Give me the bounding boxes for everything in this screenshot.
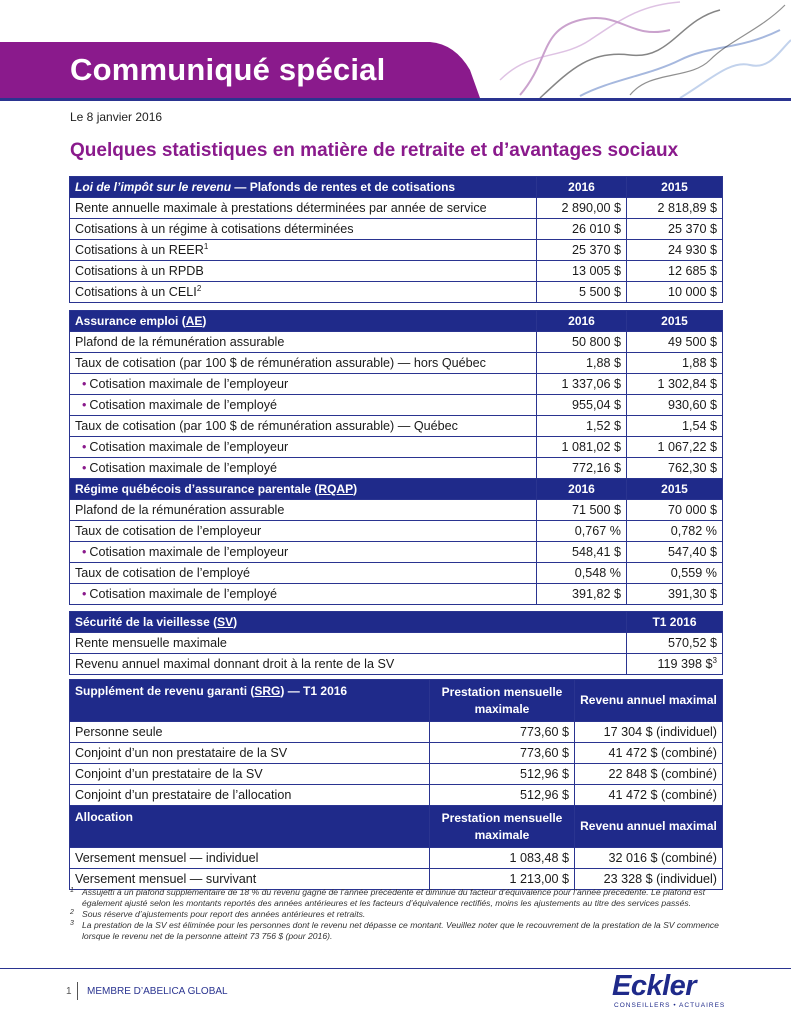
column-header-2016: 2016 <box>537 311 627 332</box>
table-header-row <box>70 479 723 500</box>
table-header-label: Loi de l’impôt sur le revenu — Plafonds de rentes et de cotisations <box>70 177 537 198</box>
row-label: Conjoint d’un non prestataire de la SV <box>70 743 430 764</box>
header-rule <box>0 98 791 101</box>
value-cell: 5 500 $ <box>537 282 627 303</box>
table-income-tax <box>69 176 723 303</box>
row-label: Plafond de la rémunération assurable <box>70 332 537 353</box>
value-cell: 773,60 $ <box>430 743 575 764</box>
value-cell: 512,96 $ <box>430 785 575 806</box>
row-label: Revenu annuel maximal donnant droit à la rente de la SV <box>70 654 627 675</box>
table-row <box>70 437 723 458</box>
row-label: • Cotisation maximale de l’employeur <box>70 542 537 563</box>
value-cell: 70 000 $ <box>627 500 723 521</box>
table-old-age-security <box>69 611 723 675</box>
bullet-icon: • <box>82 545 87 559</box>
value-cell: 25 370 $ <box>627 219 723 240</box>
value-cell: 22 848 $ (combiné) <box>575 764 723 785</box>
row-label: Rente annuelle maximale à prestations déterminées par année de service <box>70 198 537 219</box>
value-cell: 1 213,00 $ <box>430 869 575 890</box>
table-row <box>70 563 723 584</box>
row-label: • Cotisation maximale de l’employé <box>70 395 537 416</box>
footer-rule <box>0 968 791 969</box>
value-cell: 12 685 $ <box>627 261 723 282</box>
member-text: MEMBRE D’ABELICA GLOBAL <box>87 986 228 997</box>
value-cell: 10 000 $ <box>627 282 723 303</box>
value-cell: 1 337,06 $ <box>537 374 627 395</box>
column-header-annual: Revenu annuel maximal <box>575 680 723 722</box>
value-cell: 23 328 $ (individuel) <box>575 869 723 890</box>
value-cell: 0,767 % <box>537 521 627 542</box>
table-row <box>70 500 723 521</box>
value-cell: 1 083,48 $ <box>430 848 575 869</box>
footnotes <box>70 887 725 942</box>
footnote <box>70 920 725 942</box>
table-row <box>70 458 723 479</box>
value-cell: 0,782 % <box>627 521 723 542</box>
value-cell: 570,52 $ <box>627 633 723 654</box>
value-cell: 49 500 $ <box>627 332 723 353</box>
value-cell: 41 472 $ (combiné) <box>575 743 723 764</box>
publication-date: Le 8 janvier 2016 <box>70 110 163 124</box>
table-employment-insurance <box>69 310 723 605</box>
column-header-2015: 2015 <box>627 479 723 500</box>
value-cell: 512,96 $ <box>430 764 575 785</box>
table-row <box>70 353 723 374</box>
column-header-t1-2016: T1 2016 <box>627 612 723 633</box>
row-label: Rente mensuelle maximale <box>70 633 627 654</box>
table-row <box>70 633 723 654</box>
footnote-number: 3 <box>70 920 74 927</box>
column-header-2016: 2016 <box>537 177 627 198</box>
row-label: Plafond de la rémunération assurable <box>70 500 537 521</box>
row-label: Versement mensuel — survivant <box>70 869 430 890</box>
column-header-monthly: Prestation mensuelle maximale <box>430 806 575 848</box>
footnote <box>70 887 725 909</box>
value-cell: 1,54 $ <box>627 416 723 437</box>
row-label: Cotisations à un REER$^1$ <box>70 240 537 261</box>
value-cell: 50 800 $ <box>537 332 627 353</box>
value-cell: 547,40 $ <box>627 542 723 563</box>
value-cell: 1 067,22 $ <box>627 437 723 458</box>
table-row <box>70 743 723 764</box>
logo-tagline: CONSEILLERS • ACTUAIRES <box>614 1002 726 1009</box>
table-header-label: Assurance emploi (AE) <box>70 311 537 332</box>
footnote-text: La prestation de la SV est éliminée pour les personnes dont le revenu net dépasse ce montant. Veuillez noter que le recouvrement de la prestation de la SV commence lorsque le revenu net de la personne atteint 73 756 $ (pour 2016). <box>82 920 719 941</box>
table-row <box>70 521 723 542</box>
table-row <box>70 785 723 806</box>
footnote-text: Sous réserve d’ajustements pour report des années antérieures et retraits. <box>82 909 366 919</box>
value-cell: 773,60 $ <box>430 722 575 743</box>
value-cell: 71 500 $ <box>537 500 627 521</box>
footnote-ref: 3 <box>712 655 717 665</box>
value-cell: 25 370 $ <box>537 240 627 261</box>
bullet-icon: • <box>82 398 87 412</box>
table-row <box>70 848 723 869</box>
value-cell: 391,82 $ <box>537 584 627 605</box>
value-cell: 32 016 $ (combiné) <box>575 848 723 869</box>
footnote-ref: 2 <box>196 283 202 293</box>
table-header-label: Sécurité de la vieillesse (SV) <box>70 612 627 633</box>
value-cell: 1,88 $ <box>627 353 723 374</box>
row-label: Taux de cotisation (par 100 $ de rémunération assurable) — hors Québec <box>70 353 537 374</box>
value-cell: 41 472 $ (combiné) <box>575 785 723 806</box>
column-header-2015: 2015 <box>627 177 723 198</box>
value-cell: 548,41 $ <box>537 542 627 563</box>
value-cell: 762,30 $ <box>627 458 723 479</box>
column-header-2016: 2016 <box>537 479 627 500</box>
row-label: Versement mensuel — individuel <box>70 848 430 869</box>
value-cell: 1 081,02 $ <box>537 437 627 458</box>
row-label: Cotisations à un régime à cotisations déterminées <box>70 219 537 240</box>
table-row <box>70 261 723 282</box>
value-cell: 772,16 $ <box>537 458 627 479</box>
table-header-row <box>70 680 723 722</box>
row-label: Taux de cotisation de l’employé <box>70 563 537 584</box>
footnote-number: 1 <box>70 887 74 894</box>
bullet-icon: • <box>82 377 87 391</box>
table-row <box>70 584 723 605</box>
bullet-icon: • <box>82 461 87 475</box>
column-header-monthly: Prestation mensuelle maximale <box>430 680 575 722</box>
value-cell: 1 302,84 $ <box>627 374 723 395</box>
footer-separator <box>77 982 78 1000</box>
value-cell: 0,559 % <box>627 563 723 584</box>
table-row <box>70 764 723 785</box>
footnote-text: Assujetti à un plafond supplémentaire de 18 % du revenu gagné de l’année précédente et diminué du facteur d’équivalence pour l’année précédente. Le plafond est également ajusté selon les montants reportés des années antérieures et les facteurs d’équivalence rectifiés, moins les ajustements au titre des services passés. <box>82 887 706 908</box>
table-row <box>70 282 723 303</box>
column-header-2015: 2015 <box>627 311 723 332</box>
footnote-number: 2 <box>70 909 74 916</box>
table-row <box>70 374 723 395</box>
table-header-label: Allocation <box>70 806 430 848</box>
section-subtitle: Quelques statistiques en matière de retraite et d’avantages sociaux <box>70 140 679 161</box>
eckler-logo <box>612 970 726 1014</box>
table-row <box>70 542 723 563</box>
smoke-illustration <box>480 0 791 100</box>
value-cell: 24 930 $ <box>627 240 723 261</box>
column-header-annual: Revenu annuel maximal <box>575 806 723 848</box>
value-cell: 1,52 $ <box>537 416 627 437</box>
table-header-row <box>70 612 723 633</box>
row-label: Cotisations à un CELI$^2$ <box>70 282 537 303</box>
table-row <box>70 332 723 353</box>
table-row <box>70 722 723 743</box>
value-cell: 13 005 $ <box>537 261 627 282</box>
table-header-row <box>70 806 723 848</box>
value-cell: 0,548 % <box>537 563 627 584</box>
table-header-label: Supplément de revenu garanti (SRG) — T1 2016 <box>70 680 430 722</box>
row-label: Personne seule <box>70 722 430 743</box>
bullet-icon: • <box>82 440 87 454</box>
page-number: 1 <box>66 986 72 997</box>
table-row <box>70 395 723 416</box>
row-label: Taux de cotisation de l’employeur <box>70 521 537 542</box>
table-row <box>70 198 723 219</box>
table-row <box>70 416 723 437</box>
table-guaranteed-income-supplement <box>69 679 723 890</box>
table-header-row <box>70 177 723 198</box>
value-cell: 2 890,00 $ <box>537 198 627 219</box>
footnote-ref: 1 <box>203 241 209 251</box>
value-cell: 391,30 $ <box>627 584 723 605</box>
value-cell: 955,04 $ <box>537 395 627 416</box>
table-row <box>70 219 723 240</box>
row-label: Cotisations à un RPDB <box>70 261 537 282</box>
value-cell: 1,88 $ <box>537 353 627 374</box>
logo-wordmark: Eckler <box>612 970 697 1002</box>
row-label: Conjoint d’un prestataire de la SV <box>70 764 430 785</box>
table-header-row <box>70 311 723 332</box>
row-label: • Cotisation maximale de l’employé <box>70 584 537 605</box>
value-cell: 17 304 $ (individuel) <box>575 722 723 743</box>
row-label: Conjoint d’un prestataire de l’allocation <box>70 785 430 806</box>
row-label: • Cotisation maximale de l’employé <box>70 458 537 479</box>
row-label: • Cotisation maximale de l’employeur <box>70 374 537 395</box>
table-row <box>70 654 723 675</box>
value-cell: 2 818,89 $ <box>627 198 723 219</box>
table-header-label: Régime québécois d’assurance parentale (RQAP) <box>70 479 537 500</box>
bullet-icon: • <box>82 587 87 601</box>
footnote <box>70 909 725 920</box>
row-label: Taux de cotisation (par 100 $ de rémunération assurable) — Québec <box>70 416 537 437</box>
value-cell: 930,60 $ <box>627 395 723 416</box>
table-row <box>70 240 723 261</box>
row-label: • Cotisation maximale de l’employeur <box>70 437 537 458</box>
value-cell: 119 398 \$$^3$ <box>627 654 723 675</box>
value-cell: 26 010 $ <box>537 219 627 240</box>
page-title: Communiqué spécial <box>70 52 386 87</box>
